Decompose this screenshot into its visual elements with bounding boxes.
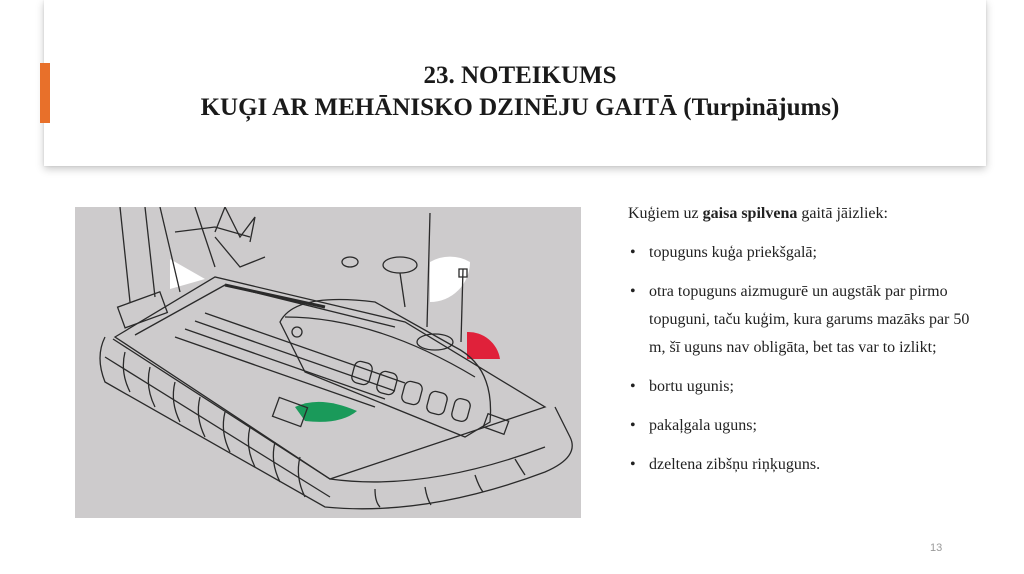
list-item-text: bortu ugunis; xyxy=(649,378,734,395)
list-item-text: otra topuguns aizmugurē un augstāk par pirmo topuguni, taču kuģim, kura garums mazāks par 50 m, šī uguns nav obligāta, bet tas var to izlikt; xyxy=(649,283,970,356)
accent-bar xyxy=(40,63,50,123)
list-item-text: topuguns kuģa priekšgalā; xyxy=(649,244,817,261)
slide-title xyxy=(60,60,980,124)
page-number: 13 xyxy=(930,542,943,554)
bullet-icon: • xyxy=(630,283,636,300)
hovercraft-drawing xyxy=(75,207,581,518)
list-item xyxy=(628,278,988,362)
list-item-text: pakaļgala uguns; xyxy=(649,417,757,434)
hull-outline xyxy=(100,207,572,509)
bullet-icon: • xyxy=(630,417,636,434)
list-item xyxy=(628,373,988,401)
title-line-1: 23. NOTEIKUMS xyxy=(423,62,617,89)
list-item xyxy=(628,239,988,267)
starboard-sidelight xyxy=(295,402,357,422)
bullet-icon: • xyxy=(630,378,636,395)
list-item xyxy=(628,412,988,440)
list-item xyxy=(628,451,988,479)
list-item-text: dzeltena zibšņu riņķuguns. xyxy=(649,456,821,473)
intro-suffix: gaitā jāizliek: xyxy=(797,205,888,222)
rule-text xyxy=(628,200,988,490)
intro-paragraph xyxy=(628,200,988,228)
intro-emphasis: gaisa spilvena xyxy=(702,205,798,222)
masthead-light-sector-forward xyxy=(430,257,470,302)
lights-list xyxy=(628,239,988,479)
hovercraft-illustration xyxy=(75,207,581,518)
port-sidelight xyxy=(467,332,500,359)
bullet-icon: • xyxy=(630,456,636,473)
title-line-2: KUĢI AR MEHĀNISKO DZINĒJU GAITĀ (Turpinājums) xyxy=(200,94,840,121)
intro-prefix: Kuģiem uz xyxy=(628,205,703,222)
aft-rail xyxy=(225,285,325,307)
bullet-icon: • xyxy=(630,244,636,261)
